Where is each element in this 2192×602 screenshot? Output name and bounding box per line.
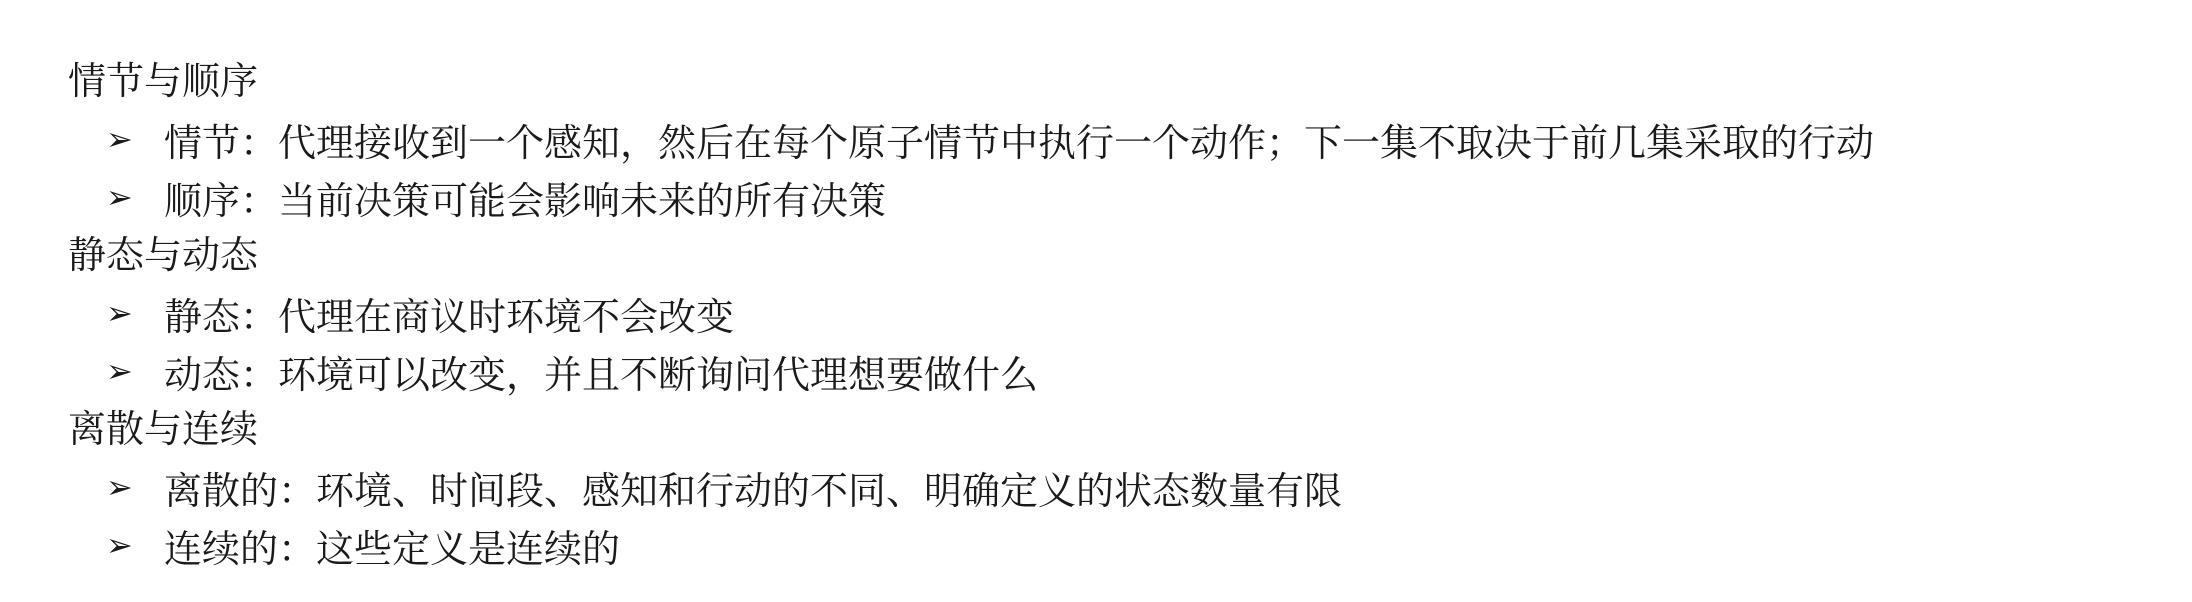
item-label: 动态：	[164, 352, 279, 397]
list-item	[68, 342, 2148, 400]
arrowhead-bullet-icon: ➢	[106, 120, 133, 158]
arrowhead-bullet-icon: ➢	[106, 178, 133, 216]
arrowhead-bullet-icon: ➢	[106, 352, 133, 390]
item-label: 情节：	[164, 120, 279, 165]
section-heading: 离散与连续	[68, 407, 259, 451]
section-static-dynamic	[68, 226, 2148, 400]
section-discrete-continuous	[68, 400, 2148, 574]
list-item	[68, 284, 2148, 342]
item-label: 静态：	[164, 294, 279, 339]
list-item	[68, 458, 2148, 516]
list-item	[68, 516, 2148, 574]
list-item	[68, 168, 2148, 226]
item-label: 离散的：	[164, 468, 317, 513]
section-episodic-sequential	[68, 52, 2148, 226]
list-item	[68, 110, 2148, 168]
section-heading: 情节与顺序	[68, 59, 259, 103]
item-text: 代理在商议时环境不会改变	[278, 294, 735, 339]
arrowhead-bullet-icon: ➢	[106, 526, 133, 564]
document-body	[68, 52, 2148, 574]
section-heading: 静态与动态	[68, 233, 259, 277]
item-text: 环境可以改变，并且不断询问代理想要做什么	[278, 352, 1039, 397]
item-text: 环境、时间段、感知和行动的不同、明确定义的状态数量有限	[316, 468, 1343, 513]
item-text: 这些定义是连续的	[316, 526, 621, 571]
item-label: 连续的：	[164, 526, 317, 571]
item-label: 顺序：	[164, 178, 279, 223]
item-text: 代理接收到一个感知，然后在每个原子情节中执行一个动作；下一集不取决于前几集采取的行动	[278, 120, 1875, 165]
arrowhead-bullet-icon: ➢	[106, 294, 133, 332]
arrowhead-bullet-icon: ➢	[106, 468, 133, 506]
item-text: 当前决策可能会影响未来的所有决策	[278, 178, 887, 223]
